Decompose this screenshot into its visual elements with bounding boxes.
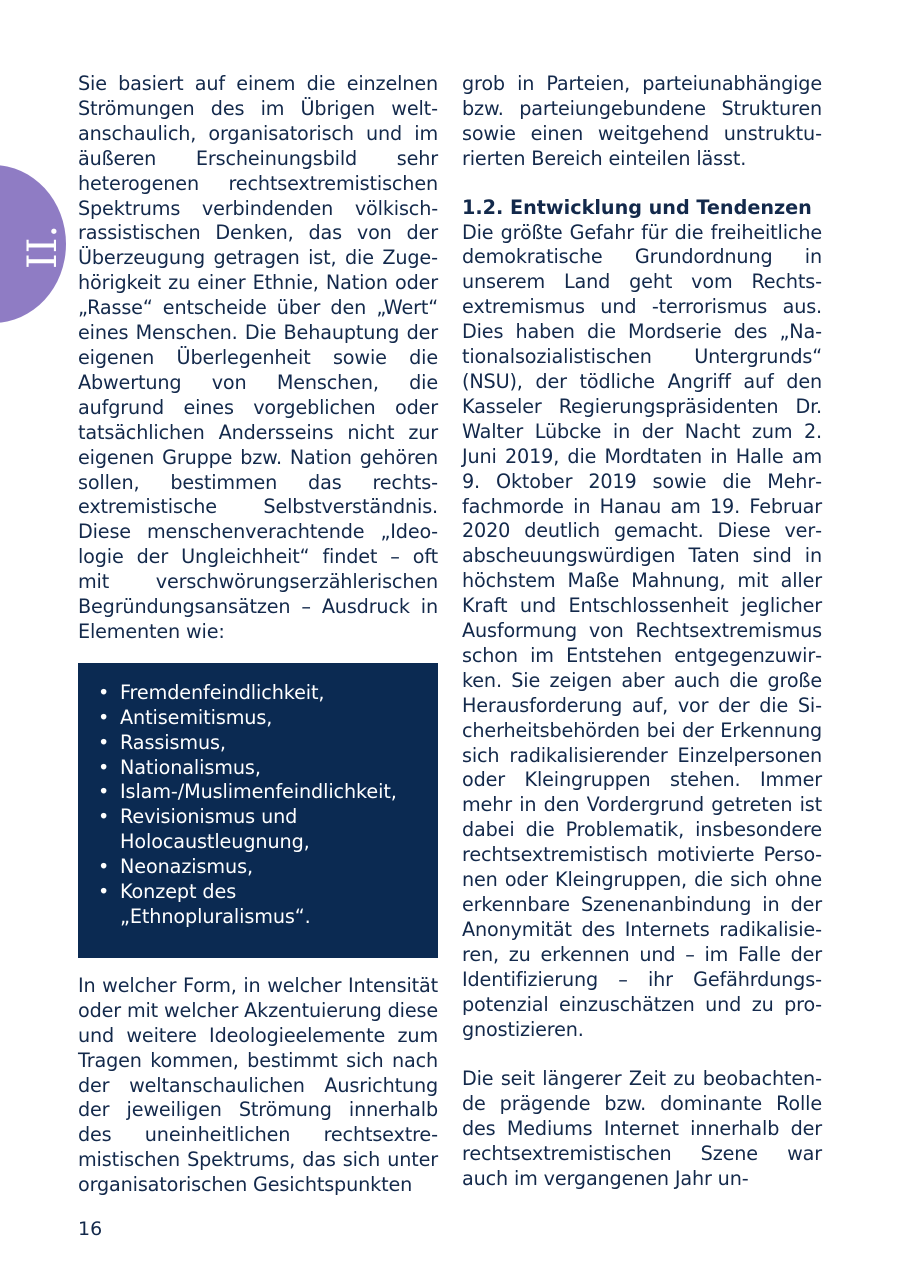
left-column <box>78 72 438 1198</box>
list-item: • Rassismus, <box>96 731 428 756</box>
list-item: • Nationalismus, <box>96 756 428 781</box>
chapter-label: II. <box>20 224 66 270</box>
list-item: • Antisemitismus, <box>96 706 428 731</box>
continuation-paragraph: grob in Parteien, parteiunabhängige bzw. parteiungebundene Strukturen sowie einen weitgehend unstrukturierten Bereich einteilen lässt. <box>462 72 822 170</box>
list-item: • Revisionismus und Holocaustleugnung, <box>96 805 428 855</box>
form-intensity-paragraph: In welcher Form, in welcher Intensität oder mit welcher Akzentuierung diese und weitere Ideologieelemente zum Tragen kommen, bestimmt sich nach der weltanschaulichen Ausrichtung der jeweiligen Strömung innerhalb des uneinheitlichen rechtsextremistischen Spektrums, das sich unter organisatorischen Gesichtspunkten <box>78 973 438 1197</box>
list-item: • Fremdenfeindlichkeit, <box>96 681 428 706</box>
ideology-elements-list <box>96 681 428 930</box>
page-number: 16 <box>78 1218 103 1240</box>
right-column <box>462 72 822 1192</box>
ideology-elements-box <box>78 663 438 958</box>
intro-paragraph: Sie basiert auf einem die einzelnen Strömungen des im Übrigen weltanschaulich, organisatorisch und im äußeren Erscheinungsbild sehr heterogenen rechtsextremistischen Spektrums verbindenden völkisch-rassistischen Denken, das von der Überzeugung getragen ist, die Zugehörigkeit zu einer Ethnie, Nation oder „Rasse“ entscheide über den „Wert“ eines Menschen. Die Behauptung der eigenen Überlegenheit sowie die Abwertung von Menschen, die aufgrund eines vorgeblichen oder tatsächlichen Andersseins nicht zur eigenen Gruppe bzw. Nation gehören sollen, bestimmen das rechtsextremistische Selbstverständnis. Diese menschenverachtende „Ideologie der Ungleichheit“ findet – oft mit verschwörungserzählerischen Begründungsansätzen – Ausdruck in Elementen wie: <box>78 72 438 643</box>
list-item: • Konzept des „Ethnopluralismus“. <box>96 880 428 930</box>
internet-paragraph: Die seit längerer Zeit zu beobachtende prägende bzw. dominante Rolle des Mediums Internet innerhalb der rechtsextremistischen Szene war auch im vergangenen Jahr un- <box>462 1067 822 1191</box>
list-item: • Islam-/Muslimenfeindlichkeit, <box>96 780 428 805</box>
list-item: • Neonazismus, <box>96 855 428 880</box>
section-heading: 1.2. Entwicklung und Tendenzen <box>462 195 812 219</box>
development-paragraph: Die größte Gefahr für die freiheitliche demokratische Grundordnung in unserem Land geht vom Rechtsextremismus und -terrorismus aus. Dies haben die Mordserie des „Nationalsozialistischen Untergrunds“ (NSU), der tödliche Angriff auf den Kasseler Regierungspräsidenten Dr. Walter Lübcke in der Nacht zum 2. Juni 2019, die Mordtaten in Halle am 9. Oktober 2019 sowie die Mehrfachmorde in Hanau am 19. Februar 2020 deutlich gemacht. Diese verabscheuungswürdigen Taten sind in höchstem Maße Mahnung, mit aller Kraft und Entschlossenheit jeglicher Ausformung von Rechtsextremismus schon im Entstehen entgegenzuwirken. Sie zeigen aber auch die große Herausforderung auf, vor der die Sicherheitsbehörden bei der Erkennung sich radikalisierender Einzelpersonen oder Kleingruppen stehen. Immer mehr in den Vordergrund getreten ist dabei die Problematik, insbesondere rechtsextremistisch motivierte Personen oder Kleingruppen, die sich ohne erkennbare Szenenanbindung in der Anonymität des Internets radikalisieren, zu erkennen und – im Falle der Identifizierung – ihr Gefährdungspotenzial einzuschätzen und zu prognostizieren. <box>462 220 822 1041</box>
